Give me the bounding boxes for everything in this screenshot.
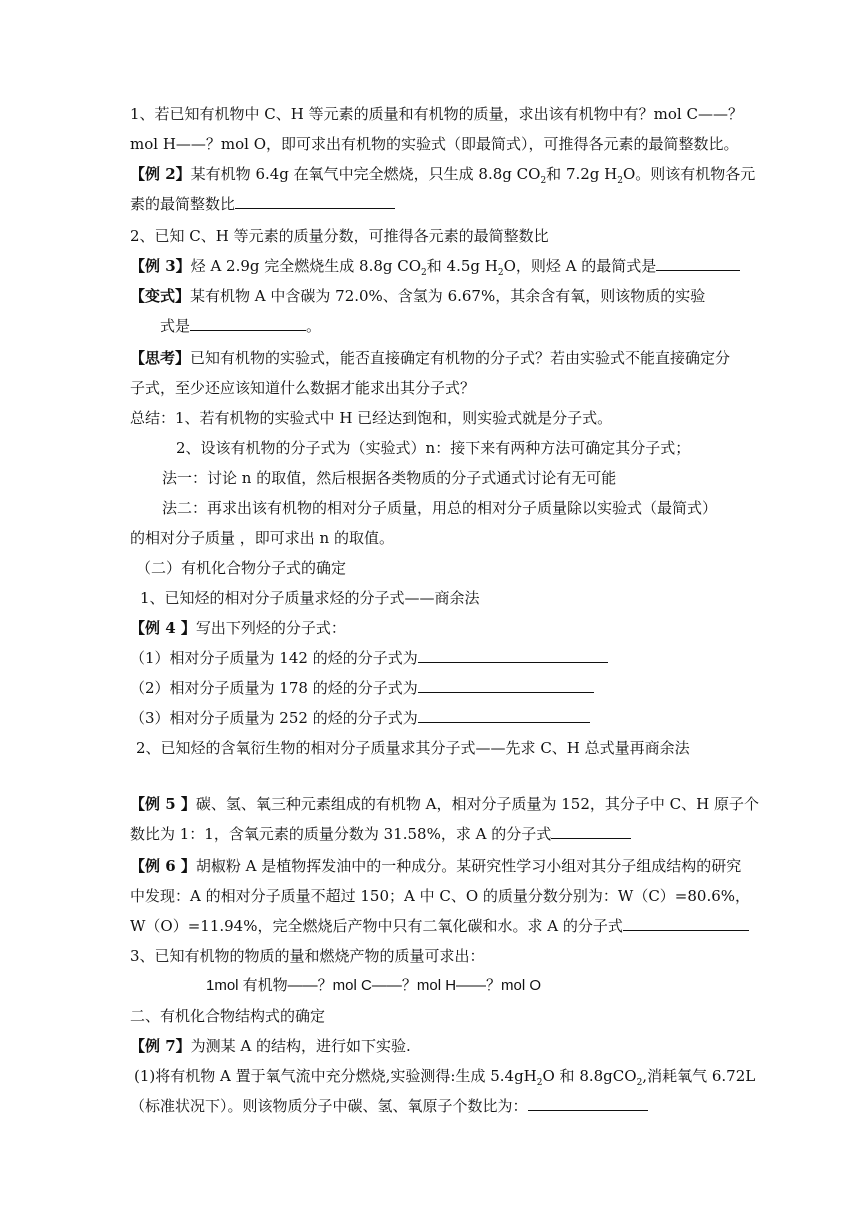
section-heading: 2、已知 C、H 等元素的质量分数，可推得各元素的最简整数比 — [130, 227, 549, 245]
answer-blank[interactable] — [528, 1096, 648, 1111]
example-6: 【例 6 】胡椒粉 A 是植物挥发油中的一种成分。某研究性学习小组对其分子组成结构的研究 — [130, 857, 742, 875]
method-one: 法一：讨论 n 的取值，然后根据各类物质的分子式通式讨论有无可能 — [162, 469, 617, 487]
text-line: 中发现：A 的相对分子质量不超过 150；A 中 C、O 的质量分数分别为：W（C）=80.6%， — [130, 887, 751, 905]
answer-blank[interactable] — [623, 916, 749, 931]
example-4: 【例 4 】写出下列烃的分子式： — [130, 619, 346, 637]
part-heading: （二）有机化合物分子式的确定 — [136, 559, 347, 577]
text-line: mol H——？mol O，即可求出有机物的实验式（即最简式），可推得各元素的最简整数比。 — [130, 135, 739, 153]
example-7: 【例 7】为测某 A 的结构，进行如下实验. — [130, 1037, 411, 1055]
example-tag: 【例 4 】 — [130, 619, 196, 637]
answer-blank[interactable] — [418, 648, 608, 663]
example-tag: 【例 3】 — [130, 257, 191, 275]
answer-blank[interactable] — [418, 678, 594, 693]
section-heading: 2、已知烃的含氧衍生物的相对分子质量求其分子式——先求 C、H 总式量再商余法 — [136, 739, 690, 757]
sub-question: （3）相对分子质量为 252 的烃的分子式为 — [130, 708, 590, 728]
answer-blank[interactable] — [418, 708, 590, 723]
variant-tag: 【变式】 — [130, 287, 191, 305]
example-2: 【例 2】某有机物 6.4g 在氧气中完全燃烧，只生成 8.8g $CO_2$和 7.2g $H_2O$。则该有机物各元 — [130, 165, 756, 186]
sub-question: （2）相对分子质量为 178 的烃的分子式为 — [130, 678, 594, 698]
text-line: 子式，至少还应该知道什么数据才能求出其分子式？ — [130, 379, 476, 397]
example-tag: 【例 7】 — [130, 1037, 191, 1055]
text-line: 素的最简整数比 — [130, 194, 395, 214]
summary-line: 总结：1、若有机物的实验式中 H 已经达到饱和，则实验式就是分子式。 — [130, 409, 613, 427]
answer-blank[interactable] — [190, 316, 306, 331]
method-two: 法二：再求出该有机物的相对分子质量，用总的相对分子质量除以实验式（最简式） — [162, 499, 718, 517]
text-line: 的相对分子质量 ，即可求出 n 的取值。 — [130, 529, 394, 547]
part-heading: 二、有机化合物结构式的确定 — [130, 1007, 326, 1025]
text-line: W（O）=11.94%，完全燃烧后产物中只有二氧化碳和水。求 A 的分子式 — [130, 916, 749, 936]
example-3: 【例 3】烃 A 2.9g 完全燃烧生成 8.8g $CO_2$和 4.5g $H_2O$，则烃 A 的最简式是 — [130, 256, 740, 283]
text-line: （标准状况下）。则该物质分子中碳、氢、氧原子个数比为： — [130, 1096, 648, 1116]
example-5: 【例 5 】碳、氢、氧三种元素组成的有机物 A，相对分子质量为 152，其分子中 C、H 原子个 — [130, 795, 759, 813]
think-tag: 【思考】 — [130, 349, 191, 367]
sub-question: (1)将有机物 A 置于氧气流中充分燃烧,实验测得:生成 $5.4gH_2O$ 和 8.8gCO$_2$,消耗氧气 6.72L — [134, 1067, 756, 1088]
text-line: 1、若已知有机物中 C、H 等元素的质量和有机物的质量，求出该有机物中有？mol C——？ — [130, 105, 743, 123]
answer-blank[interactable] — [551, 824, 631, 839]
example-tag: 【例 6 】 — [130, 857, 196, 875]
variant-question: 【变式】某有机物 A 中含碳为 72.0%、含氢为 6.67%，其余含有氧，则该物质的实验 — [130, 287, 706, 305]
text-line: 式是 。 — [160, 317, 322, 335]
section-heading: 1、已知烃的相对分子质量求烃的分子式——商余法 — [140, 589, 480, 607]
section-heading: 3、已知有机物的物质的量和燃烧产物的质量可求出： — [130, 947, 485, 965]
summary-line: 2、设该有机物的分子式为（实验式）n：接下来有两种方法可确定其分子式； — [176, 439, 691, 457]
sub-question: （1）相对分子质量为 142 的烃的分子式为 — [130, 648, 608, 668]
text-line: 数比为 1：1，含氧元素的质量分数为 31.58%，求 A 的分子式 — [130, 824, 631, 844]
example-tag: 【例 5 】 — [130, 795, 196, 813]
think-question: 【思考】已知有机物的实验式，能否直接确定有机物的分子式？若由实验式不能直接确定分 — [130, 349, 731, 367]
answer-blank[interactable] — [656, 256, 740, 271]
mol-relation: 1mol 有机物——？mol C——？mol H——？mol O — [206, 977, 542, 994]
example-tag: 【例 2】 — [130, 165, 191, 183]
answer-blank[interactable] — [235, 194, 395, 209]
